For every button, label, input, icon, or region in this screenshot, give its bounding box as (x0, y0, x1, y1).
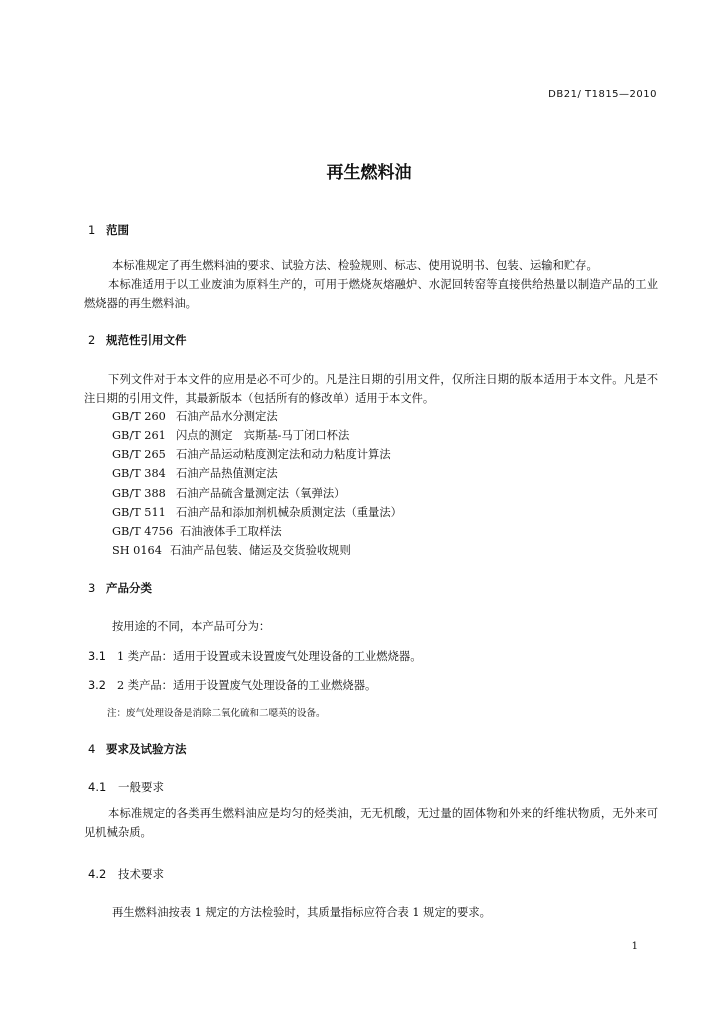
note: 注：废气处理设备是消除二氧化硫和二噁英的设备。 (107, 708, 326, 719)
reference-code: GB/T 4756 (112, 525, 174, 538)
section-3-heading (88, 580, 152, 596)
reference-title: 石油产品和添加剂机械杂质测定法（重量法） (176, 506, 402, 519)
subsection-number: 4.1 (88, 780, 107, 794)
clause-3-1 (88, 648, 422, 664)
subsection-4-1-paragraph: 本标准规定的各类再生燃料油应是均匀的烃类油，无无机酸，无过量的固体物和外来的纤维状物质，无外来可见机械杂质。 (84, 807, 658, 839)
section-1-heading (88, 222, 129, 238)
section-3-intro: 按用途的不同，本产品可分为： (112, 620, 271, 633)
reference-item (112, 446, 391, 462)
reference-item (112, 523, 282, 539)
section-1-paragraph-1: 本标准规定了再生燃料油的要求、试验方法、检验规则、标志、使用说明书、包装、运输和贮存。 (112, 259, 598, 272)
reference-title: 石油产品运动粘度测定法和动力粘度计算法 (176, 448, 391, 461)
reference-item (112, 408, 278, 424)
section-2-paragraph: 下列文件对于本文件的应用是必不可少的。凡是注日期的引用文件，仅所注日期的版本适用于本文件。凡是不注日期的引用文件，其最新版本（包括所有的修改单）适用于本文件。 (84, 373, 658, 405)
reference-code: GB/T 388 (112, 487, 166, 500)
subsection-title: 一般要求 (118, 780, 164, 794)
section-number: 1 (88, 223, 96, 237)
clause-text: 1 类产品：适用于设置或未设置废气处理设备的工业燃烧器。 (117, 650, 422, 663)
reference-item (112, 485, 345, 501)
reference-code: GB/T 511 (112, 506, 166, 519)
section-title: 范围 (106, 223, 129, 237)
reference-code: GB/T 260 (112, 410, 166, 423)
section-1-paragraph-2: 本标准适用于以工业废油为原料生产的，可用于燃烧灰熔融炉、水泥回转窑等直接供给热量以制造产品的工业燃烧器的再生燃料油。 (84, 278, 658, 310)
subsection-number: 4.2 (88, 867, 107, 881)
section-title: 规范性引用文件 (106, 333, 187, 347)
reference-code: GB/T 265 (112, 448, 166, 461)
reference-title: 石油产品水分测定法 (176, 410, 278, 423)
section-4-heading (88, 741, 187, 757)
reference-title: 石油产品热值测定法 (176, 467, 278, 480)
clause-number: 3.1 (88, 650, 106, 663)
section-number: 4 (88, 742, 96, 756)
section-title: 产品分类 (106, 581, 152, 595)
reference-title: 石油产品硫含量测定法（氧弹法） (176, 487, 346, 500)
clause-3-2 (88, 677, 376, 693)
section-title: 要求及试验方法 (106, 742, 187, 756)
clause-number: 3.2 (88, 679, 106, 692)
clause-text: 2 类产品：适用于设置废气处理设备的工业燃烧器。 (117, 679, 377, 692)
reference-item (112, 465, 278, 481)
subsection-4-2-paragraph: 再生燃料油按表 1 规定的方法检验时，其质量指标应符合表 1 规定的要求。 (112, 906, 491, 919)
subsection-title: 技术要求 (118, 867, 164, 881)
reference-code: GB/T 384 (112, 467, 166, 480)
section-number: 3 (88, 581, 96, 595)
section-number: 2 (88, 333, 96, 347)
page-number: 1 (631, 941, 638, 952)
reference-title: 闪点的测定 宾斯基-马丁闭口杯法 (176, 429, 350, 442)
standard-code: DB21/ T1815—2010 (548, 89, 657, 100)
reference-code: SH 0164 (112, 544, 162, 557)
reference-title: 石油液体手工取样法 (180, 525, 282, 538)
subsection-4-2-heading (88, 866, 164, 882)
reference-code: GB/T 261 (112, 429, 166, 442)
section-2-heading (88, 332, 187, 348)
reference-item (112, 427, 349, 443)
reference-title: 石油产品包装、储运及交货验收规则 (170, 544, 351, 557)
reference-item (112, 504, 402, 520)
subsection-4-1-heading (88, 779, 164, 795)
reference-item (112, 542, 351, 558)
document-title: 再生燃料油 (326, 163, 412, 183)
